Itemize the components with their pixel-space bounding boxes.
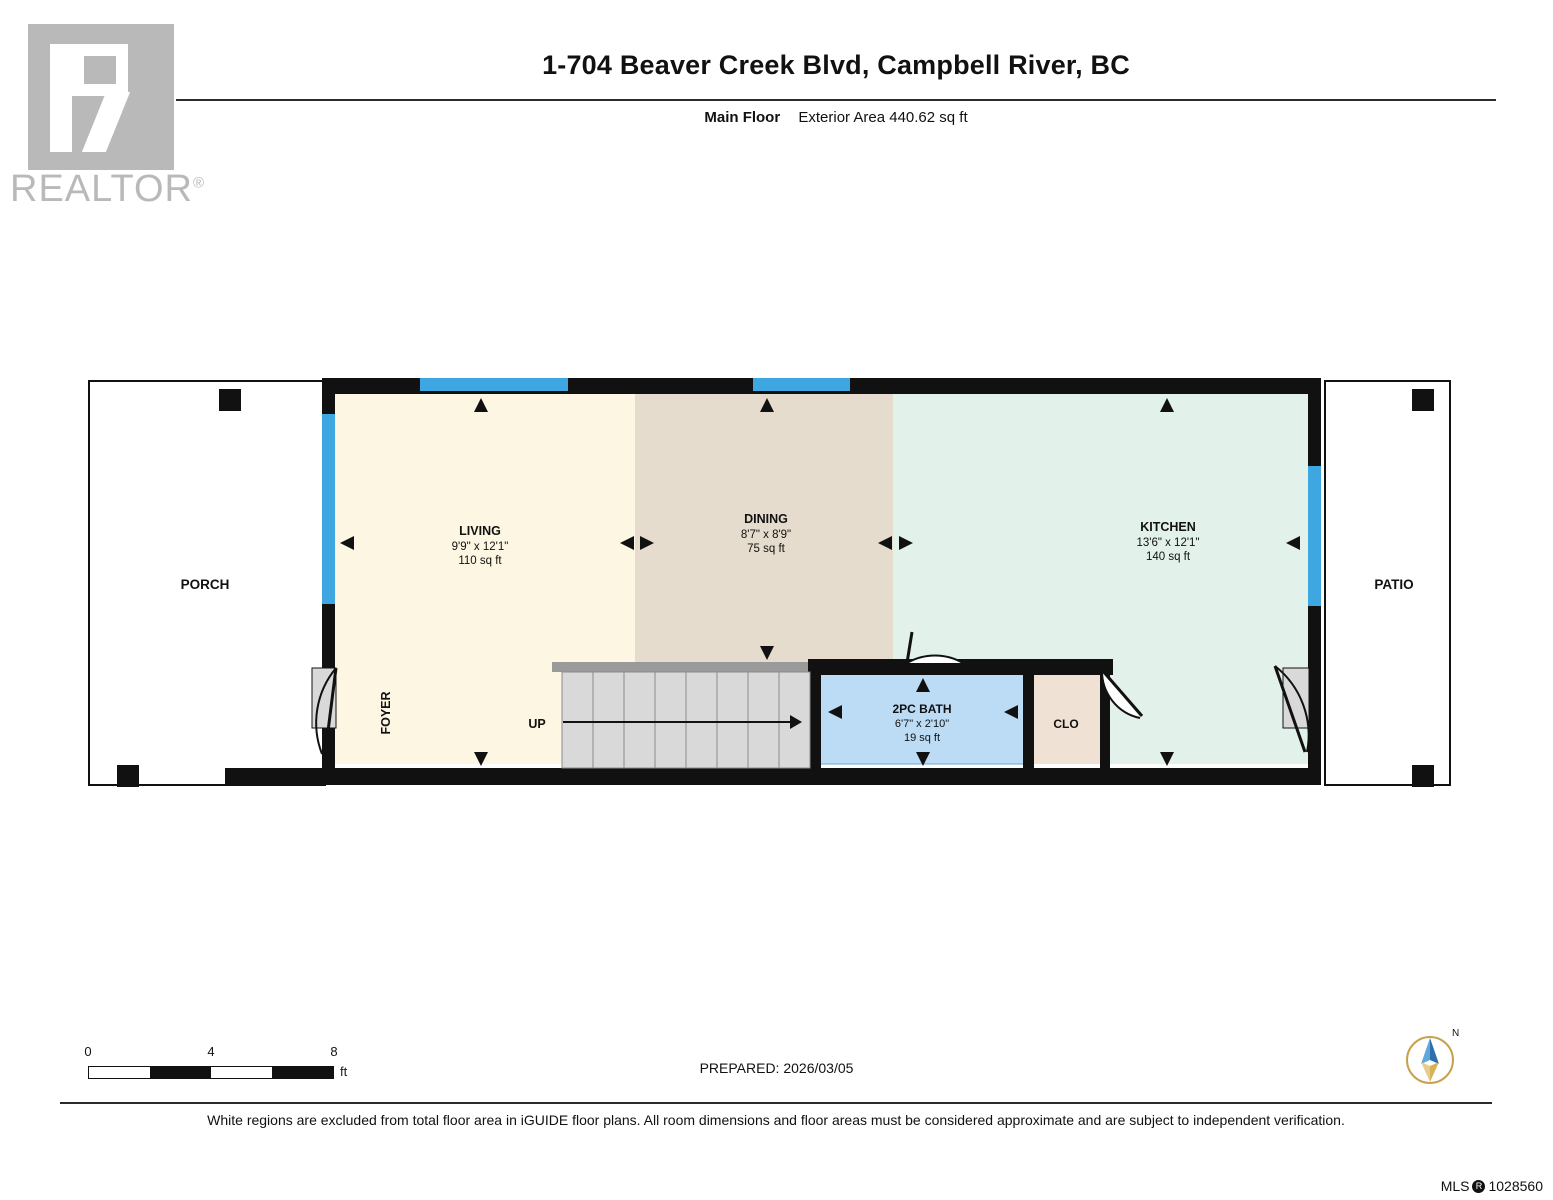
exterior-area-label: Exterior Area 440.62 sq ft — [798, 109, 968, 126]
room-label-kitchen: KITCHEN — [1140, 520, 1196, 534]
room-label-living: LIVING — [459, 524, 501, 538]
room-area-living: 110 sq ft — [458, 555, 502, 567]
room-dining-fill — [635, 392, 893, 664]
room-area-kitchen: 140 sq ft — [1145, 551, 1191, 563]
room-dims-dining: 8'7" x 8'9" — [740, 529, 792, 541]
floor-label: Main Floor — [704, 109, 781, 126]
post-bottom-right — [1412, 765, 1434, 787]
compass-rose — [1395, 1020, 1471, 1092]
wall-bottom — [225, 768, 1321, 785]
footer-divider — [60, 1102, 1492, 1104]
registered-icon: R — [1472, 1180, 1485, 1193]
scale-unit-label: ft — [340, 1064, 348, 1079]
window-right-kitchen — [1308, 466, 1321, 606]
window-top-dining — [753, 378, 850, 391]
room-label-porch: PORCH — [180, 577, 230, 592]
room-label-foyer: FOYER — [379, 691, 393, 735]
room-dims-bath: 6'7" x 2'10" — [894, 718, 950, 730]
room-area-bath: 19 sq ft — [903, 732, 941, 744]
registered-mark: ® — [192, 174, 206, 192]
room-label-closet: CLO — [1053, 717, 1079, 731]
scale-tick-0: 0 — [84, 1044, 92, 1059]
prepared-date: PREPARED: 2026/03/05 — [699, 1060, 854, 1076]
room-label-patio: PATIO — [1374, 577, 1414, 592]
scale-tick-8: 8 — [330, 1044, 338, 1059]
room-dims-kitchen: 13'6" x 12'1" — [1136, 537, 1200, 549]
room-dims-living: 9'9" x 12'1" — [451, 541, 509, 553]
room-area-dining: 75 sq ft — [747, 543, 785, 555]
compass-north-label: N — [1452, 1028, 1460, 1039]
wall-bath-right — [1023, 668, 1034, 769]
window-top-living — [420, 378, 568, 391]
post-top-left — [219, 389, 241, 411]
post-top-right — [1412, 389, 1434, 411]
realtor-wordmark-text: REALTOR — [10, 168, 193, 210]
post-bottom-left — [117, 765, 139, 787]
mls-badge — [1441, 1178, 1543, 1194]
wall-stairs-top — [552, 662, 810, 672]
room-label-bath: 2PC BATH — [892, 702, 952, 716]
mls-number: 1028560 — [1488, 1178, 1543, 1194]
stairs-up-label: UP — [528, 717, 546, 731]
scale-tick-4: 4 — [207, 1044, 215, 1059]
window-left-living — [322, 414, 335, 604]
stairs — [562, 672, 810, 768]
mls-prefix: MLS — [1440, 1178, 1470, 1194]
disclaimer-text: White regions are excluded from total floor area in iGUIDE floor plans. All room dimensions and floor areas must be considered approximate and are subject to independent verification. — [207, 1112, 1345, 1128]
page-title: 1-704 Beaver Creek Blvd, Campbell River, BC — [542, 50, 1130, 80]
room-label-dining: DINING — [744, 512, 788, 526]
